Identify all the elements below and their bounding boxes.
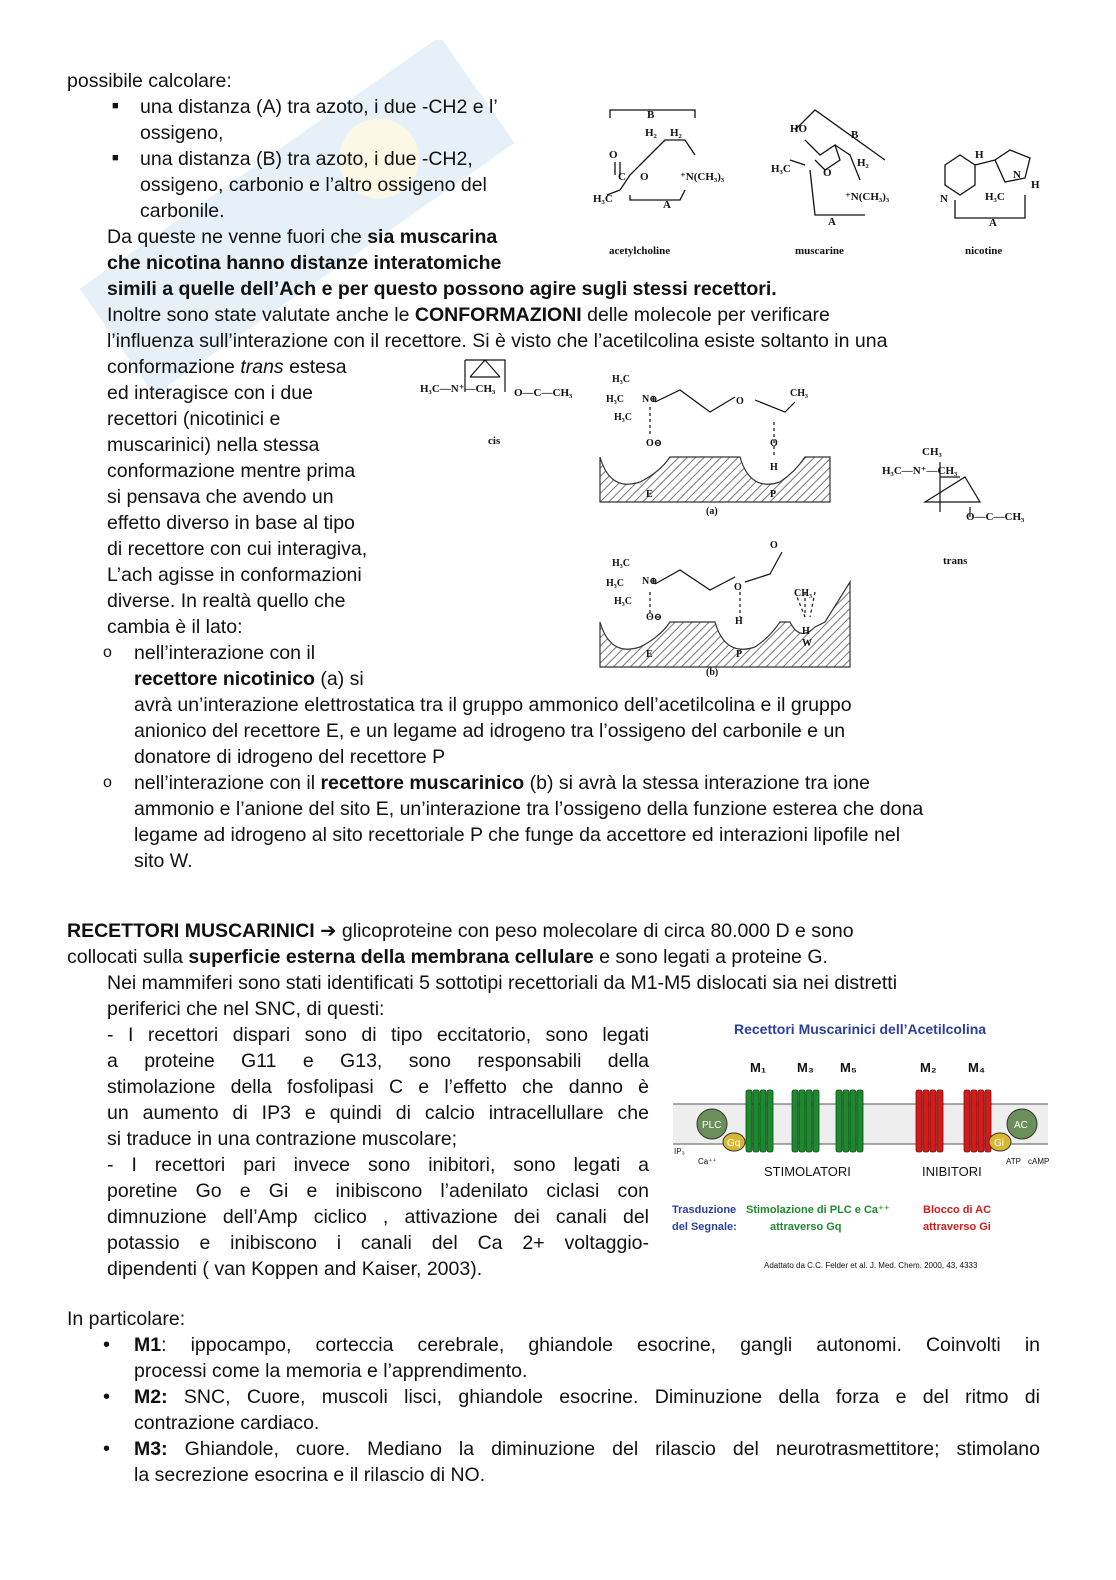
nic-h2: H — [1031, 179, 1040, 191]
circle-bullet-icon: o — [103, 644, 112, 661]
gi-label: Gi — [994, 1138, 1004, 1149]
section2-line3: Nei mammiferi sono stati identificati 5 sottotipi recettoriali da M1-M5 dislocati sia nei distretti — [107, 972, 898, 994]
mus-line2: ammonio e l’anione del sito E, un’interazione tra l’ossigeno della funzione esterea che dona — [134, 798, 924, 820]
a-n: N⊕ — [642, 394, 658, 405]
figure-muscarinic-receptors — [668, 1012, 1058, 1277]
figure-conformations — [410, 352, 1050, 682]
label-a: (a) — [706, 506, 718, 517]
b-h3c1: H₃C — [612, 558, 630, 569]
square-bullet-icon: ■ — [112, 152, 119, 164]
fig3-title: Recettori Muscarinici dell’Acetilcolina — [734, 1021, 987, 1037]
stim-desc2: attraverso Gq — [770, 1221, 842, 1233]
dist-item-a-line2: ossigeno, — [140, 122, 224, 144]
a-o-minus: O⊖ — [646, 438, 663, 449]
para1-line15: diverse. In realtà quello che — [107, 590, 346, 612]
dist-item-b-line1: una distanza (B) tra azoto, i due -CH2, — [140, 148, 473, 170]
nic-line2: recettore nicotinico (a) si — [134, 668, 364, 690]
cis-ester: O—C—CH₃ — [514, 387, 573, 399]
trans-ch3: CH₃ — [922, 446, 942, 458]
ach-nme3: ⁺N(CH₃)₃ — [680, 171, 725, 183]
a-h: H — [770, 462, 778, 473]
a-o-carbonyl: O — [770, 438, 778, 449]
ip3-label: IP₃ — [674, 1147, 685, 1156]
trans-formula: H₃C—N⁺—CH₃ — [882, 465, 958, 477]
a-o-ester: O — [736, 396, 744, 407]
ach-o-carbonyl: O — [609, 149, 618, 161]
label-m3: M₃ — [797, 1060, 814, 1075]
dist-item-b-line3: carbonile. — [140, 200, 225, 222]
a-h3c1: H₃C — [612, 374, 630, 385]
mus-o: O — [823, 167, 832, 179]
dist-label-b-ach: B — [647, 109, 655, 121]
ca-label: Ca⁺⁺ — [698, 1157, 717, 1166]
b-site-p: P — [736, 649, 743, 660]
a-site-p: P — [770, 489, 777, 500]
label-nicotine: nicotine — [965, 245, 1003, 257]
para1-line4: Inoltre sono state valutate anche le CONFORMAZIONI delle molecole per verificare — [107, 304, 830, 326]
b-h3c2: H₃C — [606, 578, 624, 589]
even-line1: - I recettori pari invece sono inibitori, sono legati a — [107, 1154, 649, 1176]
dist-label-a-mus: A — [828, 216, 836, 228]
nic-line5: donatore di idrogeno del recettore P — [134, 746, 446, 768]
a-ch3: CH₃ — [790, 388, 808, 399]
dist-label-a-ach: A — [663, 199, 671, 211]
m2-line2: contrazione cardiaco. — [134, 1412, 320, 1434]
dist-label-a-nic: A — [989, 217, 997, 229]
odd-line5: si traduce in una contrazione muscolare; — [107, 1128, 458, 1150]
a-h3c3: H₃C — [614, 412, 632, 423]
nic-line1: nell’interazione con il — [134, 642, 316, 664]
m3-line1: M3: Ghiandole, cuore. Mediano la diminuzione del rilascio del neurotrasmettitore; stimolano — [134, 1438, 1040, 1460]
particolare-intro: In particolare: — [67, 1308, 186, 1330]
para1-line9: muscarinici) nella stessa — [107, 434, 320, 456]
a-h3c2: H₃C — [606, 394, 624, 405]
label-b: (b) — [706, 667, 719, 678]
label-acetylcholine: acetylcholine — [609, 245, 671, 257]
odd-line1: - I recettori dispari sono di tipo eccitatorio, sono legati — [107, 1024, 649, 1046]
nic-h3c: H₃C — [985, 191, 1005, 203]
stimolatori-label: STIMOLATORI — [764, 1164, 851, 1179]
nic-n-pyr: N — [940, 193, 948, 205]
ac-label: AC — [1014, 1120, 1028, 1131]
b-h2: H — [802, 626, 810, 637]
ach-h3: H₂ — [670, 127, 682, 139]
para1-line10: conformazione mentre prima — [107, 460, 356, 482]
trans-ester: O—C—CH₃ — [966, 511, 1025, 523]
ach-c: C — [618, 171, 626, 183]
mus-line4: sito W. — [134, 850, 193, 872]
para1-line3: simili a quelle dell’Ach e per questo possono agire sugli stessi recettori. — [107, 278, 777, 300]
b-n: N⊕ — [642, 576, 658, 587]
nic-h1: H — [975, 149, 984, 161]
para1-line11: si pensava che avendo un — [107, 486, 334, 508]
label-muscarine: muscarine — [795, 245, 844, 257]
section2-line1: RECETTORI MUSCARINICI ➔ glicoproteine con peso molecolare di circa 80.000 D e sono — [67, 920, 854, 942]
trad-label1: Trasduzione — [672, 1204, 737, 1216]
b-ch3: CH₃ — [794, 588, 812, 599]
mus-h3c: H₃C — [771, 163, 791, 175]
mus-nme3: ⁺N(CH₃)₃ — [845, 191, 890, 203]
ach-o-ester: O — [640, 171, 649, 183]
para1-line8: recettori (nicotinici e — [107, 408, 281, 430]
stim-desc1: Stimolazione di PLC e Ca⁺⁺ — [746, 1204, 890, 1216]
label-m1: M₁ — [750, 1060, 767, 1075]
stimulatory-receptors — [746, 1090, 863, 1152]
bullet-icon: • — [103, 1386, 111, 1408]
label-m2: M₂ — [920, 1060, 937, 1075]
b-o-carbonyl: O — [770, 540, 778, 551]
mus-line3: legame ad idrogeno al sito recettoriale P che funge da accettore ed interazioni lipofile nel — [134, 824, 901, 846]
m1-line2: processi come la memoria e l’apprendimento. — [134, 1360, 528, 1382]
dist-item-a-line1: una distanza (A) tra azoto, i due -CH2 e l’ — [140, 96, 498, 118]
b-h: H — [735, 616, 743, 627]
section2-line4: periferici che nel SNC, di questi: — [107, 998, 385, 1020]
even-line4: potassio e inibiscono i canali del Ca 2+ voltaggio- — [107, 1232, 649, 1254]
mus-line1: nell’interazione con il recettore muscarinico (b) si avrà la stessa interazione tra ione — [134, 772, 870, 794]
m1-line1: M1: ippocampo, corteccia cerebrale, ghiandole esocrine, gangli autonomi. Coinvolti in — [134, 1334, 1040, 1356]
even-line2: poretine Go e Gi e inibiscono l’adenilato ciclasi con — [107, 1180, 649, 1202]
b-o-minus: O⊖ — [646, 612, 663, 623]
para1-line6: conformazione trans estesa — [107, 356, 347, 378]
even-line5: dipendenti ( van Koppen and Kaiser, 2003). — [107, 1258, 483, 1280]
para1-line1: Da queste ne venne fuori che sia muscarina — [107, 226, 498, 248]
para1-line16: cambia è il lato: — [107, 616, 243, 638]
b-o-ester: O — [734, 582, 742, 593]
inibitori-label: INIBITORI — [922, 1164, 982, 1179]
atp-label: ATP — [1006, 1157, 1021, 1166]
a-site-e: E — [646, 489, 653, 500]
b-site-e: E — [646, 649, 653, 660]
odd-line2: a proteine G11 e G13, sono responsabili della — [107, 1050, 649, 1072]
dist-item-b-line2: ossigeno, carbonio e l’altro ossigeno del — [140, 174, 487, 196]
section2-line2: collocati sulla superficie esterna della membrana cellulare e sono legati a proteine G. — [67, 946, 828, 968]
square-bullet-icon: ■ — [112, 100, 119, 112]
gq-label: Gq — [727, 1138, 741, 1149]
m3-line2: la secrezione esocrina e il rilascio di NO. — [134, 1464, 486, 1486]
inib-desc2: attraverso Gi — [923, 1221, 991, 1233]
para1-line14: L’ach agisse in conformazioni — [107, 564, 362, 586]
nic-line4: anionico del recettore E, e un legame ad idrogeno tra l’ossigeno del carbonile e un — [134, 720, 846, 742]
nic-line3: avrà un’interazione elettrostatica tra il gruppo ammonico dell’acetilcolina e il gruppo — [134, 694, 852, 716]
ach-h2: H₂ — [645, 127, 657, 139]
para1-line2: che nicotina hanno distanze interatomiche — [107, 252, 502, 274]
figure-source: Adattato da C.C. Felder et al. J. Med. Chem. 2000, 43, 4333 — [764, 1261, 978, 1270]
para1-line13: di recettore con cui interagiva, — [107, 538, 368, 560]
m2-line1: M2: SNC, Cuore, muscoli lisci, ghiandole esocrine. Diminuzione della forza e del ritmo di — [134, 1386, 1040, 1408]
para1-line12: effetto diverso in base al tipo — [107, 512, 355, 534]
plc-label: PLC — [702, 1120, 722, 1131]
odd-line3: stimolazione della fosfolipasi C e l’effetto che danno è — [107, 1076, 649, 1098]
odd-line4: un aumento di IP3 e quindi di calcio intracellullare che — [107, 1102, 649, 1124]
para1-line5: l’influenza sull’interazione con il recettore. Si è visto che l’acetilcolina esiste soltanto in una — [107, 330, 888, 352]
para1-line7: ed interagisce con i due — [107, 382, 313, 404]
nic-n: N — [1013, 169, 1021, 181]
circle-bullet-icon: o — [103, 774, 112, 791]
label-trans: trans — [943, 555, 968, 567]
b-h3c3: H₃C — [614, 596, 632, 607]
bullet-icon: • — [103, 1334, 111, 1356]
label-m5: M₅ — [840, 1060, 857, 1075]
ach-h3c: H₃C — [593, 193, 613, 205]
dist-label-b-mus: B — [851, 129, 859, 141]
label-cis: cis — [488, 435, 501, 447]
label-m4: M₄ — [968, 1060, 986, 1075]
bullet-icon: • — [103, 1438, 111, 1460]
trad-label2: del Segnale: — [672, 1221, 737, 1233]
intro-line: possibile calcolare: — [67, 70, 232, 92]
mus-h2: H₂ — [857, 157, 869, 169]
cis-formula: H₃C—N⁺—CH₃ — [420, 383, 496, 395]
camp-label: cAMP — [1028, 1157, 1050, 1166]
even-line3: dimnuzione dell’Amp ciclico , attivazione dei canali del — [107, 1206, 649, 1228]
inib-desc1: Blocco di AC — [923, 1204, 992, 1216]
mus-ho: HO — [790, 123, 808, 135]
figure-molecules-distances — [585, 100, 1065, 270]
b-site-w: W — [802, 638, 812, 649]
